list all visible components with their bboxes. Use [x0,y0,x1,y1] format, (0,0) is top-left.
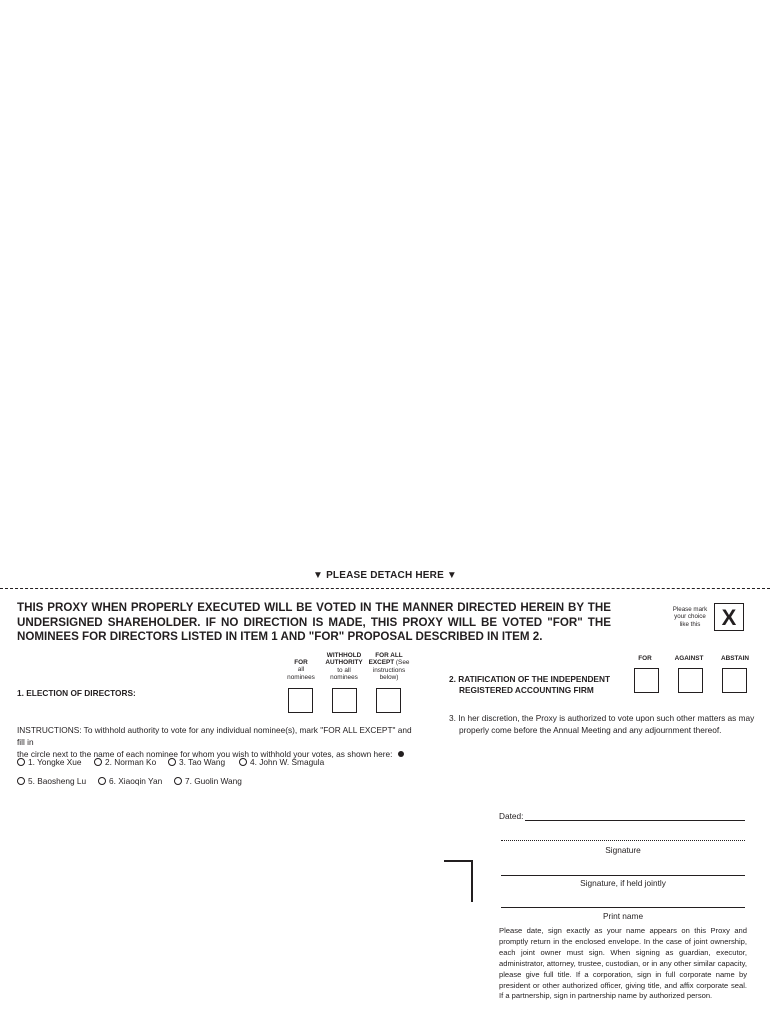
heading-line: nominees [330,673,358,681]
circle-radio-icon [94,758,102,766]
item2-label-line: 2. RATIFICATION OF THE INDEPENDENT [449,674,611,684]
nominee-label: 4. John W. Smagula [250,757,325,767]
triangle-down-icon: ▼ [446,570,458,581]
nominee-label: 7. Guolin Wang [185,776,242,786]
item1-withhold-checkbox[interactable] [332,688,357,713]
heading-line: all [297,666,305,674]
item2-for-heading: FOR [638,655,652,662]
signing-instructions: Please date, sign exactly as your name appears on this Proxy and promptly return in the enclosed envelope. In the case of joint ownership, each joint owner must sign. When signing as guardian, executor, administrator, attorney, trustee, custodian, or in any other similar capacity, please give full title. If a corporation, sign in full corporate name by president or other authorized officer, giving title, and affix corporate seal. If a partnership, sign in partnership name by authorized person. [499,926,747,1001]
nominee-label: 6. Xiaoqin Yan [109,776,163,786]
instructions-line: the circle next to the name of each nominee for whom you wish to withhold your votes, as shown here: [17,749,393,759]
item2-label [449,674,610,696]
nominee-option[interactable] [168,757,225,767]
circle-radio-icon [17,777,25,785]
item2-against-heading: AGAINST [674,655,704,662]
heading-bold: AUTHORITY [325,659,363,667]
joint-signature-label: Signature, if held jointly [580,878,666,888]
dated-label: Dated: [499,811,524,821]
print-name-label: Print name [602,911,644,921]
nominee-option[interactable] [98,776,162,786]
heading-line: to all [337,666,351,674]
heading-line: below) [379,673,399,681]
dated-field[interactable] [525,820,745,821]
signature-field[interactable] [501,840,745,841]
triangle-down-icon: ▼ [312,570,324,581]
hint-line: like this [679,620,701,628]
example-mark-box: X [714,603,744,631]
hint-line: Please mark [672,606,708,613]
instructions-line: INSTRUCTIONS: To withhold authority to vote for any individual nominee(s), mark "FOR ALL EXCEPT" and fill in [17,725,412,747]
detach-label: PLEASE DETACH HERE [326,570,444,581]
withhold-instructions [17,724,417,760]
joint-signature-field[interactable] [501,875,745,876]
circle-radio-icon [239,758,247,766]
item1-except-heading [364,652,414,681]
mark-choice-hint [667,606,713,628]
heading-line: (See [395,659,410,667]
nominee-label: 5. Baosheng Lu [28,776,87,786]
item2-against-checkbox[interactable] [678,668,703,693]
nominee-option[interactable] [17,776,86,786]
registration-corner-mark [444,860,473,902]
heading-bold: FOR [294,659,308,666]
nominee-option[interactable] [94,757,156,767]
item1-for-heading [282,659,320,681]
item1-withhold-heading [322,652,366,681]
nominee-label: 3. Tao Wang [179,757,226,767]
signature-label: Signature [605,845,641,855]
nominee-option[interactable] [174,776,242,786]
filled-circle-icon [398,751,404,757]
heading-line: instructions [372,666,406,674]
nominee-label: 2. Norman Ko [105,757,157,767]
heading-bold: FOR ALL [375,652,403,659]
nominee-label: 1. Yongke Xue [28,757,82,767]
detach-instruction [0,570,770,581]
perforation-line [0,588,770,589]
nominee-option[interactable] [239,757,324,767]
item3-line: 3. In her discretion, the Proxy is authorized to vote upon such other matters as may [449,713,755,723]
nominee-option[interactable] [17,757,82,767]
print-name-field[interactable] [501,907,745,908]
item2-abstain-heading: ABSTAIN [721,655,749,662]
item1-except-checkbox[interactable] [376,688,401,713]
hint-line: your choice [674,613,706,621]
circle-radio-icon [98,777,106,785]
item1-for-checkbox[interactable] [288,688,313,713]
item2-label-line: REGISTERED ACCOUNTING FIRM [459,685,594,695]
heading-bold: EXCEPT [368,659,395,667]
circle-radio-icon [168,758,176,766]
item3-line: properly come before the Annual Meeting and any adjournment thereof. [459,725,722,735]
item2-abstain-checkbox[interactable] [722,668,747,693]
item2-for-checkbox[interactable] [634,668,659,693]
heading-line: nominees [287,673,315,681]
proxy-headline: THIS PROXY WHEN PROPERLY EXECUTED WILL BE VOTED IN THE MANNER DIRECTED HEREIN BY THE UNDERSIGNED SHAREHOLDER. IF NO DIRECTION IS MADE, THIS PROXY WILL BE VOTED "FOR" THE NOMINEES FOR DIRECTORS LISTED IN ITEM 1 AND "FOR" PROPOSAL DESCRIBED IN ITEM 2. [17,601,611,644]
heading-bold: WITHHOLD [326,652,362,659]
circle-radio-icon [174,777,182,785]
item1-label: 1. ELECTION OF DIRECTORS: [17,688,136,698]
circle-radio-icon [17,758,25,766]
item3-text [449,712,759,736]
